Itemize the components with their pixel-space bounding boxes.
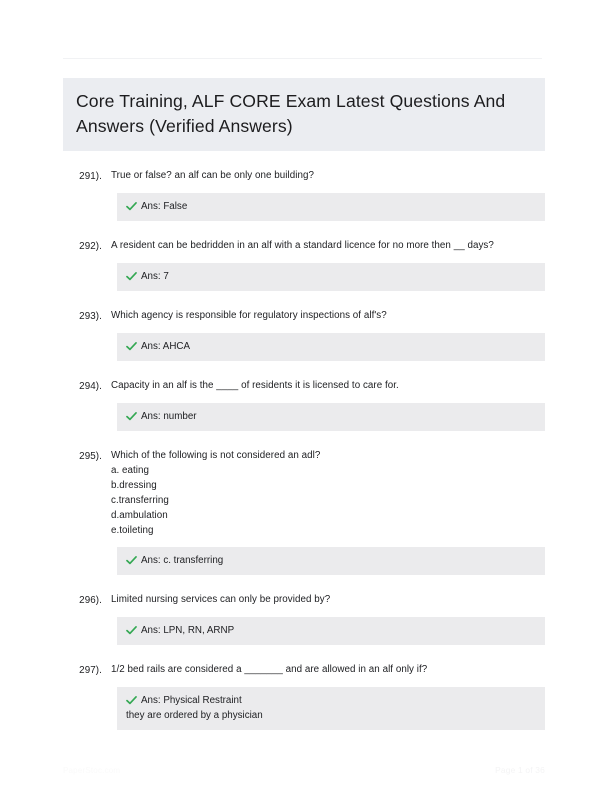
check-icon <box>126 693 137 708</box>
answer-text: Ans: number <box>141 411 197 422</box>
question-number: 295). <box>79 451 102 462</box>
question-number: 296). <box>79 595 102 606</box>
question-text: 1/2 bed rails are considered a _______ and are allowed in an alf only if? <box>111 664 428 675</box>
answer-box <box>117 547 545 575</box>
question-row <box>63 592 545 608</box>
question-body <box>110 168 545 183</box>
check-icon <box>126 553 137 568</box>
question-row <box>63 238 545 254</box>
check-icon <box>126 269 137 284</box>
answer-box <box>117 333 545 361</box>
question-number: 293). <box>79 311 102 322</box>
qa-item <box>63 238 545 291</box>
answer-text: Ans: c. transferring <box>141 555 224 566</box>
answer-text: Ans: AHCA <box>141 341 191 352</box>
question-row <box>63 378 545 394</box>
footer-watermark: PaperStoc.com <box>63 765 121 775</box>
check-icon <box>126 409 137 424</box>
header-divider <box>63 58 542 59</box>
answer-line <box>126 553 536 568</box>
qa-item <box>63 592 545 645</box>
qa-item <box>63 662 545 730</box>
answer-text: Ans: False <box>141 201 188 212</box>
answer-extra-line: they are ordered by a physician <box>126 710 263 721</box>
choice-list <box>111 463 545 538</box>
qa-item <box>63 378 545 431</box>
answer-box <box>117 617 545 645</box>
answer-line <box>126 269 536 284</box>
choice-item: c.transferring <box>111 495 169 506</box>
qa-item <box>63 168 545 221</box>
answer-box <box>117 687 545 730</box>
answer-line <box>126 339 536 354</box>
page-footer <box>63 765 545 775</box>
check-icon <box>126 199 137 214</box>
check-icon <box>126 623 137 638</box>
answer-box <box>117 403 545 431</box>
choice-item: a. eating <box>111 465 150 476</box>
question-body <box>110 448 545 538</box>
qa-item <box>63 308 545 361</box>
question-list <box>63 168 545 730</box>
answer-text: Ans: Physical Restraint <box>141 695 242 706</box>
question-text: True or false? an alf can be only one building? <box>111 170 314 181</box>
document-content <box>63 78 545 747</box>
question-text: A resident can be bedridden in an alf with a standard licence for no more then __ days? <box>111 240 494 251</box>
question-row <box>63 448 545 538</box>
question-number: 292). <box>79 241 102 252</box>
question-text: Limited nursing services can only be provided by? <box>111 594 331 605</box>
choice-item: b.dressing <box>111 480 157 491</box>
question-row <box>63 308 545 324</box>
question-row <box>63 662 545 678</box>
choice-item: e.toileting <box>111 525 154 536</box>
answer-box <box>117 263 545 291</box>
answer-line <box>126 623 536 638</box>
answer-line <box>126 409 536 424</box>
question-text: Which agency is responsible for regulatory inspections of alf's? <box>111 310 387 321</box>
footer-page-number: Page 1 of 36 <box>495 765 545 775</box>
question-text: Which of the following is not considered an adl? <box>111 450 321 461</box>
document-title: Core Training, ALF CORE Exam Latest Questions And Answers (Verified Answers) <box>63 78 545 151</box>
qa-item <box>63 448 545 575</box>
question-number: 294). <box>79 381 102 392</box>
question-body <box>110 308 545 323</box>
question-body <box>110 592 545 607</box>
question-body <box>110 662 545 677</box>
answer-line <box>126 693 536 708</box>
question-number: 291). <box>79 171 102 182</box>
choice-item: d.ambulation <box>111 510 168 521</box>
check-icon <box>126 339 137 354</box>
answer-line <box>126 199 536 214</box>
question-body <box>110 378 545 393</box>
answer-box <box>117 193 545 221</box>
question-body <box>110 238 545 253</box>
question-row <box>63 168 545 184</box>
answer-text: Ans: 7 <box>141 271 169 282</box>
answer-text: Ans: LPN, RN, ARNP <box>141 625 235 636</box>
question-number: 297). <box>79 665 102 676</box>
question-text: Capacity in an alf is the ____ of residents it is licensed to care for. <box>111 380 399 391</box>
